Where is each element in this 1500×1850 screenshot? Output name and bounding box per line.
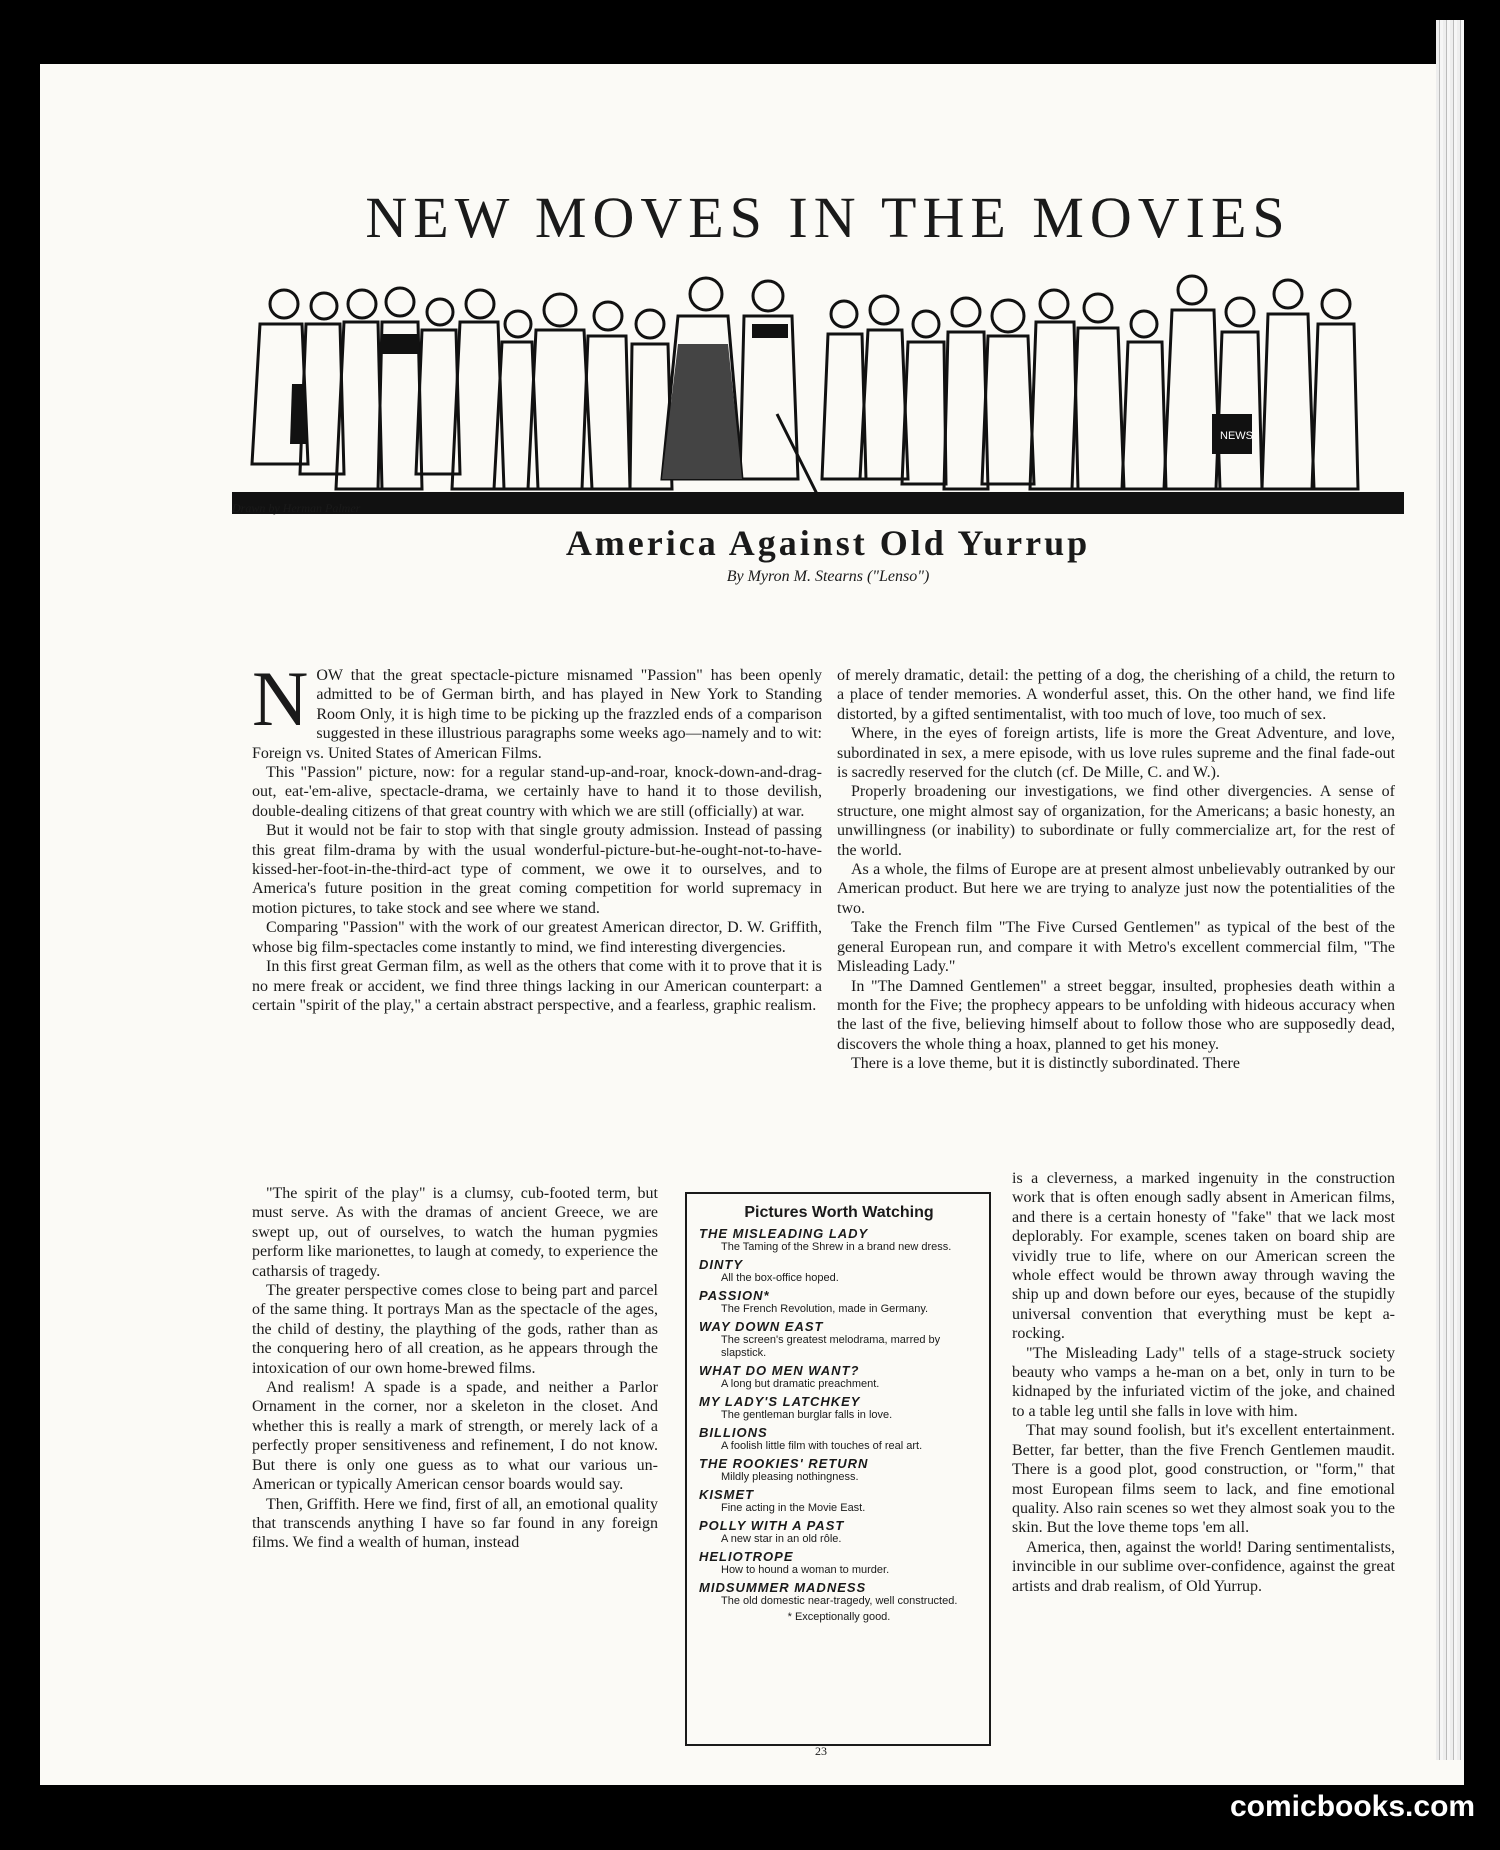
article-paragraph: And realism! A spade is a spade, and neither a Parlor Ornament in the corner, nor a skeleton in the closet. And whether this is really a mark of strength, or merely lack of a perfectly proper sensitiveness and refinement, I do not know. But there is only one guess as to what our various un-American or typically American censor boards would say. — [252, 1379, 658, 1494]
magazine-page — [40, 64, 1464, 1785]
list-item: KISMET Fine acting in the Movie East. — [699, 1487, 866, 1514]
list-item: THE ROOKIES' RETURN Mildly pleasing nothingness. — [699, 1456, 869, 1483]
list-item: DINTY All the box-office hoped. — [699, 1257, 839, 1284]
article-paragraph: "The spirit of the play" is a clumsy, cub-footed term, but must serve. As with the dramas of ancient Greece, we are swept up, out of ourselves, to watch the human pygmies perform like marionettes, to laugh at comedy, to experience the catharsis of tragedy. — [252, 1185, 658, 1280]
article-paragraph: In "The Damned Gentlemen" a street beggar, insulted, prophesies death within a month for the Five; the prophecy appears to be unfolding with hideous accuracy when the last of the five, believing himself about to follow those who are supposedly dead, discovers the whole thing a hoax, planned to get his money. — [837, 977, 1395, 1053]
list-item: MY LADY'S LATCHKEY The gentleman burglar falls in love. — [699, 1394, 893, 1421]
list-item: HELIOTROPE How to hound a woman to murder. — [699, 1549, 890, 1576]
watermark: comicbooks.com — [1230, 1790, 1476, 1823]
list-item: PASSION* The French Revolution, made in Germany. — [699, 1288, 929, 1315]
sidebar-footnote: * Exceptionally good. — [787, 1611, 891, 1623]
article-paragraph: But it would not be fair to stop with that single grouty admission. Instead of passing this great film-drama by with the usual wonderful-picture-but-he-ought-not-to-have-kissed-her-foot-in-the-third-act type of comment, we owe it to ourselves, and to America's future position in the great coming competition for world supremacy in motion pictures, to take stock and see where we stand. — [252, 822, 822, 917]
article-column-right-top — [837, 666, 1395, 1074]
article-paragraph: Properly broadening our investigations, we find other divergencies. A sense of structure, one might almost say of organization, for the Americans; a basic honesty, an unwillingness (or inability) to subordinate or fully commercialize art, for the rest of the world. — [837, 783, 1395, 859]
article-paragraph: Comparing "Passion" with the work of our greatest American director, D. W. Griffith, whose big film-spectacles come instantly to mind, we find interesting divergencies. — [252, 919, 822, 956]
list-item: MIDSUMMER MADNESS The old domestic near-tragedy, well constructed. — [699, 1580, 958, 1607]
list-item: WAY DOWN EAST The screen's greatest melodrama, marred by slapstick. — [699, 1319, 941, 1359]
article-paragraph: As a whole, the films of Europe are at present almost unbelievably outranked by our American product. But here we are trying to analyze just now the potentialities of the two. — [837, 861, 1395, 917]
article-paragraph: is a cleverness, a marked ingenuity in the construction work that is often enough sadly absent in American films, and there is a certain honesty of "fake" that we lack most deplorably. For example, scenes taken on board ship are vividly true to life, where on our American screen the whole effect would be thrown away through waving the ship up and down before our eyes, because of the stupidly universal convention that everything must be kept a-rocking. — [1012, 1170, 1395, 1343]
article-paragraph: This "Passion" picture, now: for a regular stand-up-and-roar, knock-down-and-drag-out, eat-'em-alive, spectacle-drama, we certainly have to hand it to those devilish, double-dealing citizens of that great country with which we are still (officially) at war. — [252, 764, 822, 820]
article-paragraph: Take the French film "The Five Cursed Gentlemen" as typical of the best of the general European run, and compare it with Metro's excellent commercial film, "The Misleading Lady." — [837, 919, 1395, 976]
article-paragraph: Then, Griffith. Here we find, first of all, an emotional quality that transcends anything I have so far found in any foreign films. We find a wealth of human, instead — [252, 1495, 658, 1552]
illustration-credit: Drawn by Herman Palmer — [232, 501, 361, 515]
article-column-right-bottom — [1012, 1169, 1395, 1596]
pictures-worth-watching-box — [685, 1192, 991, 1746]
article-paragraph: Where, in the eyes of foreign artists, life is more the Great Adventure, and love, subordinated in sex, a mere episode, with us love rules supreme and the final fade-out is sacredly reserved for the clutch (cf. De Mille, C. and W.). — [837, 725, 1395, 782]
page-title: NEW MOVES IN THE MOVIES — [365, 185, 1291, 250]
article-paragraph: NOW that the great spectacle-picture misnamed "Passion" has been openly admitted to be of German birth, and has played in New York to Standing Room Only, it is high time to be picking up the frazzled ends of a comparison suggested in these illustrious paragraphs some weeks ago—namely and to wit: Foreign vs. United States of American Films. — [252, 655, 822, 762]
article-paragraph: That may sound foolish, but it's excellent entertainment. Better, far better, than the five French Gentlemen maudit. There is a good plot, good construction, or "form," that most European films seem to lack, and fine emotional quality. Also rain scenes so wet they almost soak you to the skin. But the love theme tops 'em all. — [1012, 1422, 1395, 1537]
article-column-left-top — [252, 655, 822, 1015]
list-item: BILLIONS A foolish little film with touches of real art. — [699, 1425, 923, 1452]
book-page-edges — [1436, 20, 1464, 1760]
article-paragraph: America, then, against the world! Daring sentimentalists, invincible in our sublime over-confidence, against the great artists and drab realism, of Old Yurrup. — [1012, 1538, 1395, 1595]
article-paragraph: of merely dramatic, detail: the petting of a dog, the cherishing of a child, the return to a place of tender memories. A wonderful asset, this. On the other hand, we find life distorted, by a gifted sentimentalist, with too much of love, too much of sex. — [837, 667, 1395, 723]
article-paragraph: In this first great German film, as well as the others that come with it to prove that it is no mere freak or accident, we find three things lacking in our American counterpart: a certain "spirit of the play," a certain abstract perspective, and a fearless, graphic realism. — [252, 958, 822, 1014]
article-paragraph: "The Misleading Lady" tells of a stage-struck society beauty who vamps a he-man on a bet, only in turn to be kidnaped by the infuriated victim of the joke, and chained to a table leg until she falls in love with him. — [1012, 1344, 1395, 1420]
list-item: WHAT DO MEN WANT? A long but dramatic preachment. — [699, 1363, 880, 1390]
article-byline: By Myron M. Stearns ("Lenso") — [726, 568, 930, 585]
drop-cap: N — [252, 655, 309, 742]
article-paragraph: The greater perspective comes close to being part and parcel of the same thing. It portrays Man as the spectacle of the ages, the child of destiny, the plaything of the gods, rather than as the conquering hero of all creation, as he appears through the intoxication of our own home-brewed films. — [252, 1282, 658, 1377]
list-item: POLLY WITH A PAST A new star in an old rôle. — [699, 1518, 845, 1545]
svg-text:NEWS: NEWS — [1220, 430, 1253, 442]
list-item: THE MISLEADING LADY The Taming of the Shrew in a brand new dress. — [699, 1226, 952, 1253]
article-subtitle: America Against Old Yurrup — [565, 523, 1091, 563]
crowd-illustration — [232, 264, 1404, 526]
page-number: 23 — [815, 1744, 827, 1758]
article-column-left-bottom — [252, 1184, 658, 1553]
sidebar-title: Pictures Worth Watching — [744, 1204, 934, 1221]
article-paragraph: There is a love theme, but it is distinctly subordinated. There — [851, 1055, 1240, 1073]
